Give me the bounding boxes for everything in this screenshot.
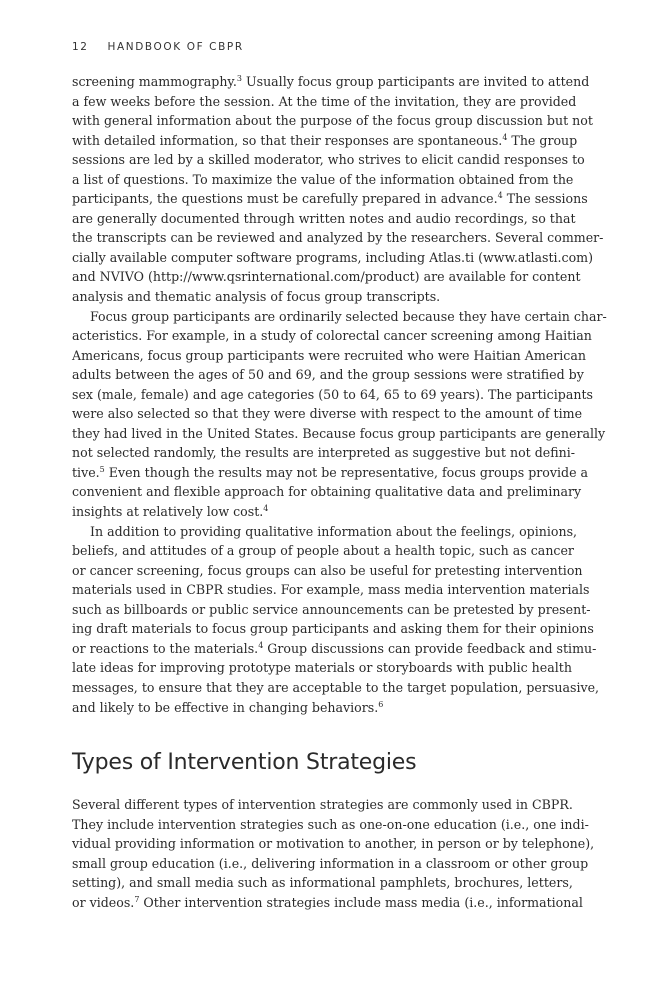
text-segment: the transcripts can be reviewed and analyzed by the researchers. Several commer- [72, 230, 604, 246]
text-line [72, 893, 583, 913]
text-line [72, 170, 574, 190]
text-line [72, 639, 597, 659]
text-line [72, 482, 582, 502]
citation-ref: 4 [258, 640, 264, 650]
text-line [72, 541, 574, 561]
text-line [72, 150, 585, 170]
text-segment: a list of questions. To maximize the value of the information obtained from the [72, 171, 574, 187]
text-line [72, 131, 578, 151]
text-segment: a few weeks before the session. At the time of the invitation, they are provided [72, 93, 577, 109]
text-line [72, 815, 589, 835]
text-line [72, 561, 583, 581]
text-line [72, 463, 589, 483]
text-line [72, 307, 607, 327]
text-segment: with general information about the purpose of the focus group discussion but not [72, 113, 593, 129]
paragraph-p3 [72, 522, 600, 717]
text-line [72, 92, 577, 112]
paragraph-p2 [72, 307, 607, 522]
section-heading: Types of Intervention Strategies [72, 750, 417, 775]
text-line [72, 424, 606, 444]
text-segment: or reactions to the materials. [72, 640, 259, 656]
text-line [72, 854, 589, 874]
text-line [72, 365, 584, 385]
text-segment: materials used in CBPR studies. For example, mass media intervention materials [72, 582, 590, 598]
text-segment: acteristics. For example, in a study of colorectal cancer screening among Haitian [72, 328, 592, 344]
text-segment: The sessions [502, 191, 588, 207]
citation-ref: 5 [99, 464, 105, 474]
text-segment: screening mammography. [72, 74, 237, 89]
text-line [72, 385, 593, 405]
text-segment: with detailed information, so that their responses are spontaneous. [72, 132, 503, 148]
text-segment: vidual providing information or motivation to another, in person or by telephone), [72, 836, 595, 852]
text-segment: Several different types of intervention strategies are commonly used in CBPR. [72, 797, 573, 812]
text-line [72, 72, 590, 92]
citation-ref: 4 [497, 191, 503, 201]
text-segment: In addition to providing qualitative information about the feelings, opinions, [90, 523, 578, 539]
text-segment: tive. [72, 464, 100, 480]
text-line [72, 522, 578, 542]
text-segment: They include intervention strategies such as one-on-one education (i.e., one indi- [72, 816, 589, 832]
text-line [72, 873, 573, 893]
text-line [72, 228, 604, 248]
text-segment: adults between the ages of 50 and 69, and the group sessions were stratified by [72, 367, 584, 383]
text-segment: Group discussions can provide feedback and stimu- [263, 640, 597, 656]
text-segment: sex (male, female) and age categories (50 to 64, 65 to 69 years). The participants [72, 386, 593, 402]
text-segment: The group [507, 132, 578, 148]
citation-ref: 7 [134, 894, 140, 904]
text-line [72, 834, 595, 854]
text-segment: or cancer screening, focus groups can also be useful for pretesting intervention [72, 562, 583, 578]
text-line [72, 658, 572, 678]
text-segment: such as billboards or public service announcements can be pretested by present- [72, 601, 591, 617]
text-segment: sessions are led by a skilled moderator, who strives to elicit candid responses to [72, 152, 585, 168]
text-segment: or videos. [72, 894, 135, 910]
text-segment: Even though the results may not be representative, focus groups provide a [104, 464, 589, 480]
text-line [72, 267, 581, 287]
text-segment: cially available computer software programs, including Atlas.ti (www.atlasti.com) [72, 249, 594, 265]
text-line [72, 443, 576, 463]
text-segment: Usually focus group participants are invited to attend [241, 74, 590, 89]
text-line [72, 580, 590, 600]
text-line [72, 404, 583, 424]
text-segment: are generally documented through written notes and audio recordings, so that [72, 210, 576, 226]
text-segment: not selected randomly, the results are interpreted as suggestive but not defini- [72, 445, 576, 461]
text-segment: beliefs, and attitudes of a group of people about a health topic, such as cancer [72, 543, 574, 559]
text-line [72, 287, 568, 307]
text-line [72, 346, 586, 366]
text-line [72, 619, 594, 639]
text-segment: late ideas for improving prototype materials or storyboards with public health [72, 660, 572, 676]
body-text [72, 72, 607, 717]
text-line [72, 189, 588, 209]
paragraph-s1 [72, 795, 595, 912]
text-segment: ing draft materials to focus group participants and asking them for their opinions [72, 621, 594, 637]
text-line [72, 698, 568, 718]
text-segment: messages, to ensure that they are acceptable to the target population, persuasive, [72, 679, 600, 695]
text-segment: Americans, focus group participants were recruited who were Haitian American [72, 347, 586, 363]
text-segment: participants, the questions must be carefully prepared in advance. [72, 191, 498, 207]
text-segment: Focus group participants are ordinarily selected because they have certain char- [90, 308, 607, 324]
text-segment: and likely to be effective in changing behaviors. [72, 699, 379, 715]
citation-ref: 4 [263, 503, 269, 513]
citation-ref: 6 [378, 699, 384, 709]
running-head [72, 41, 244, 53]
text-line [72, 600, 591, 620]
text-segment: were also selected so that they were diverse with respect to the amount of time [72, 406, 583, 422]
text-line [72, 326, 592, 346]
text-line [72, 248, 594, 268]
text-segment: insights at relatively low cost. [72, 504, 264, 520]
citation-ref: 3 [236, 73, 242, 83]
text-line [72, 502, 568, 522]
citation-ref: 4 [502, 132, 508, 142]
text-segment: and NVIVO (http://www.qsrinternational.com/product) are available for content [72, 269, 581, 285]
section-body-text [72, 795, 595, 912]
text-segment: Other intervention strategies include mass media (i.e., informational [139, 894, 583, 910]
text-segment: small group education (i.e., delivering information in a classroom or other group [72, 855, 589, 871]
text-segment: they had lived in the United States. Because focus group participants are generally [72, 425, 606, 441]
text-segment: setting), and small media such as informational pamphlets, brochures, letters, [72, 875, 573, 891]
text-line [72, 795, 573, 815]
text-segment: analysis and thematic analysis of focus group transcripts. [72, 289, 441, 305]
text-line [72, 678, 600, 698]
text-line [72, 111, 593, 131]
book-title: HANDBOOK OF CBPR [107, 41, 244, 53]
paragraph-p1 [72, 72, 604, 307]
text-line [72, 209, 576, 229]
page-number: 12 [72, 41, 89, 53]
text-segment: convenient and flexible approach for obtaining qualitative data and preliminary [72, 484, 582, 500]
